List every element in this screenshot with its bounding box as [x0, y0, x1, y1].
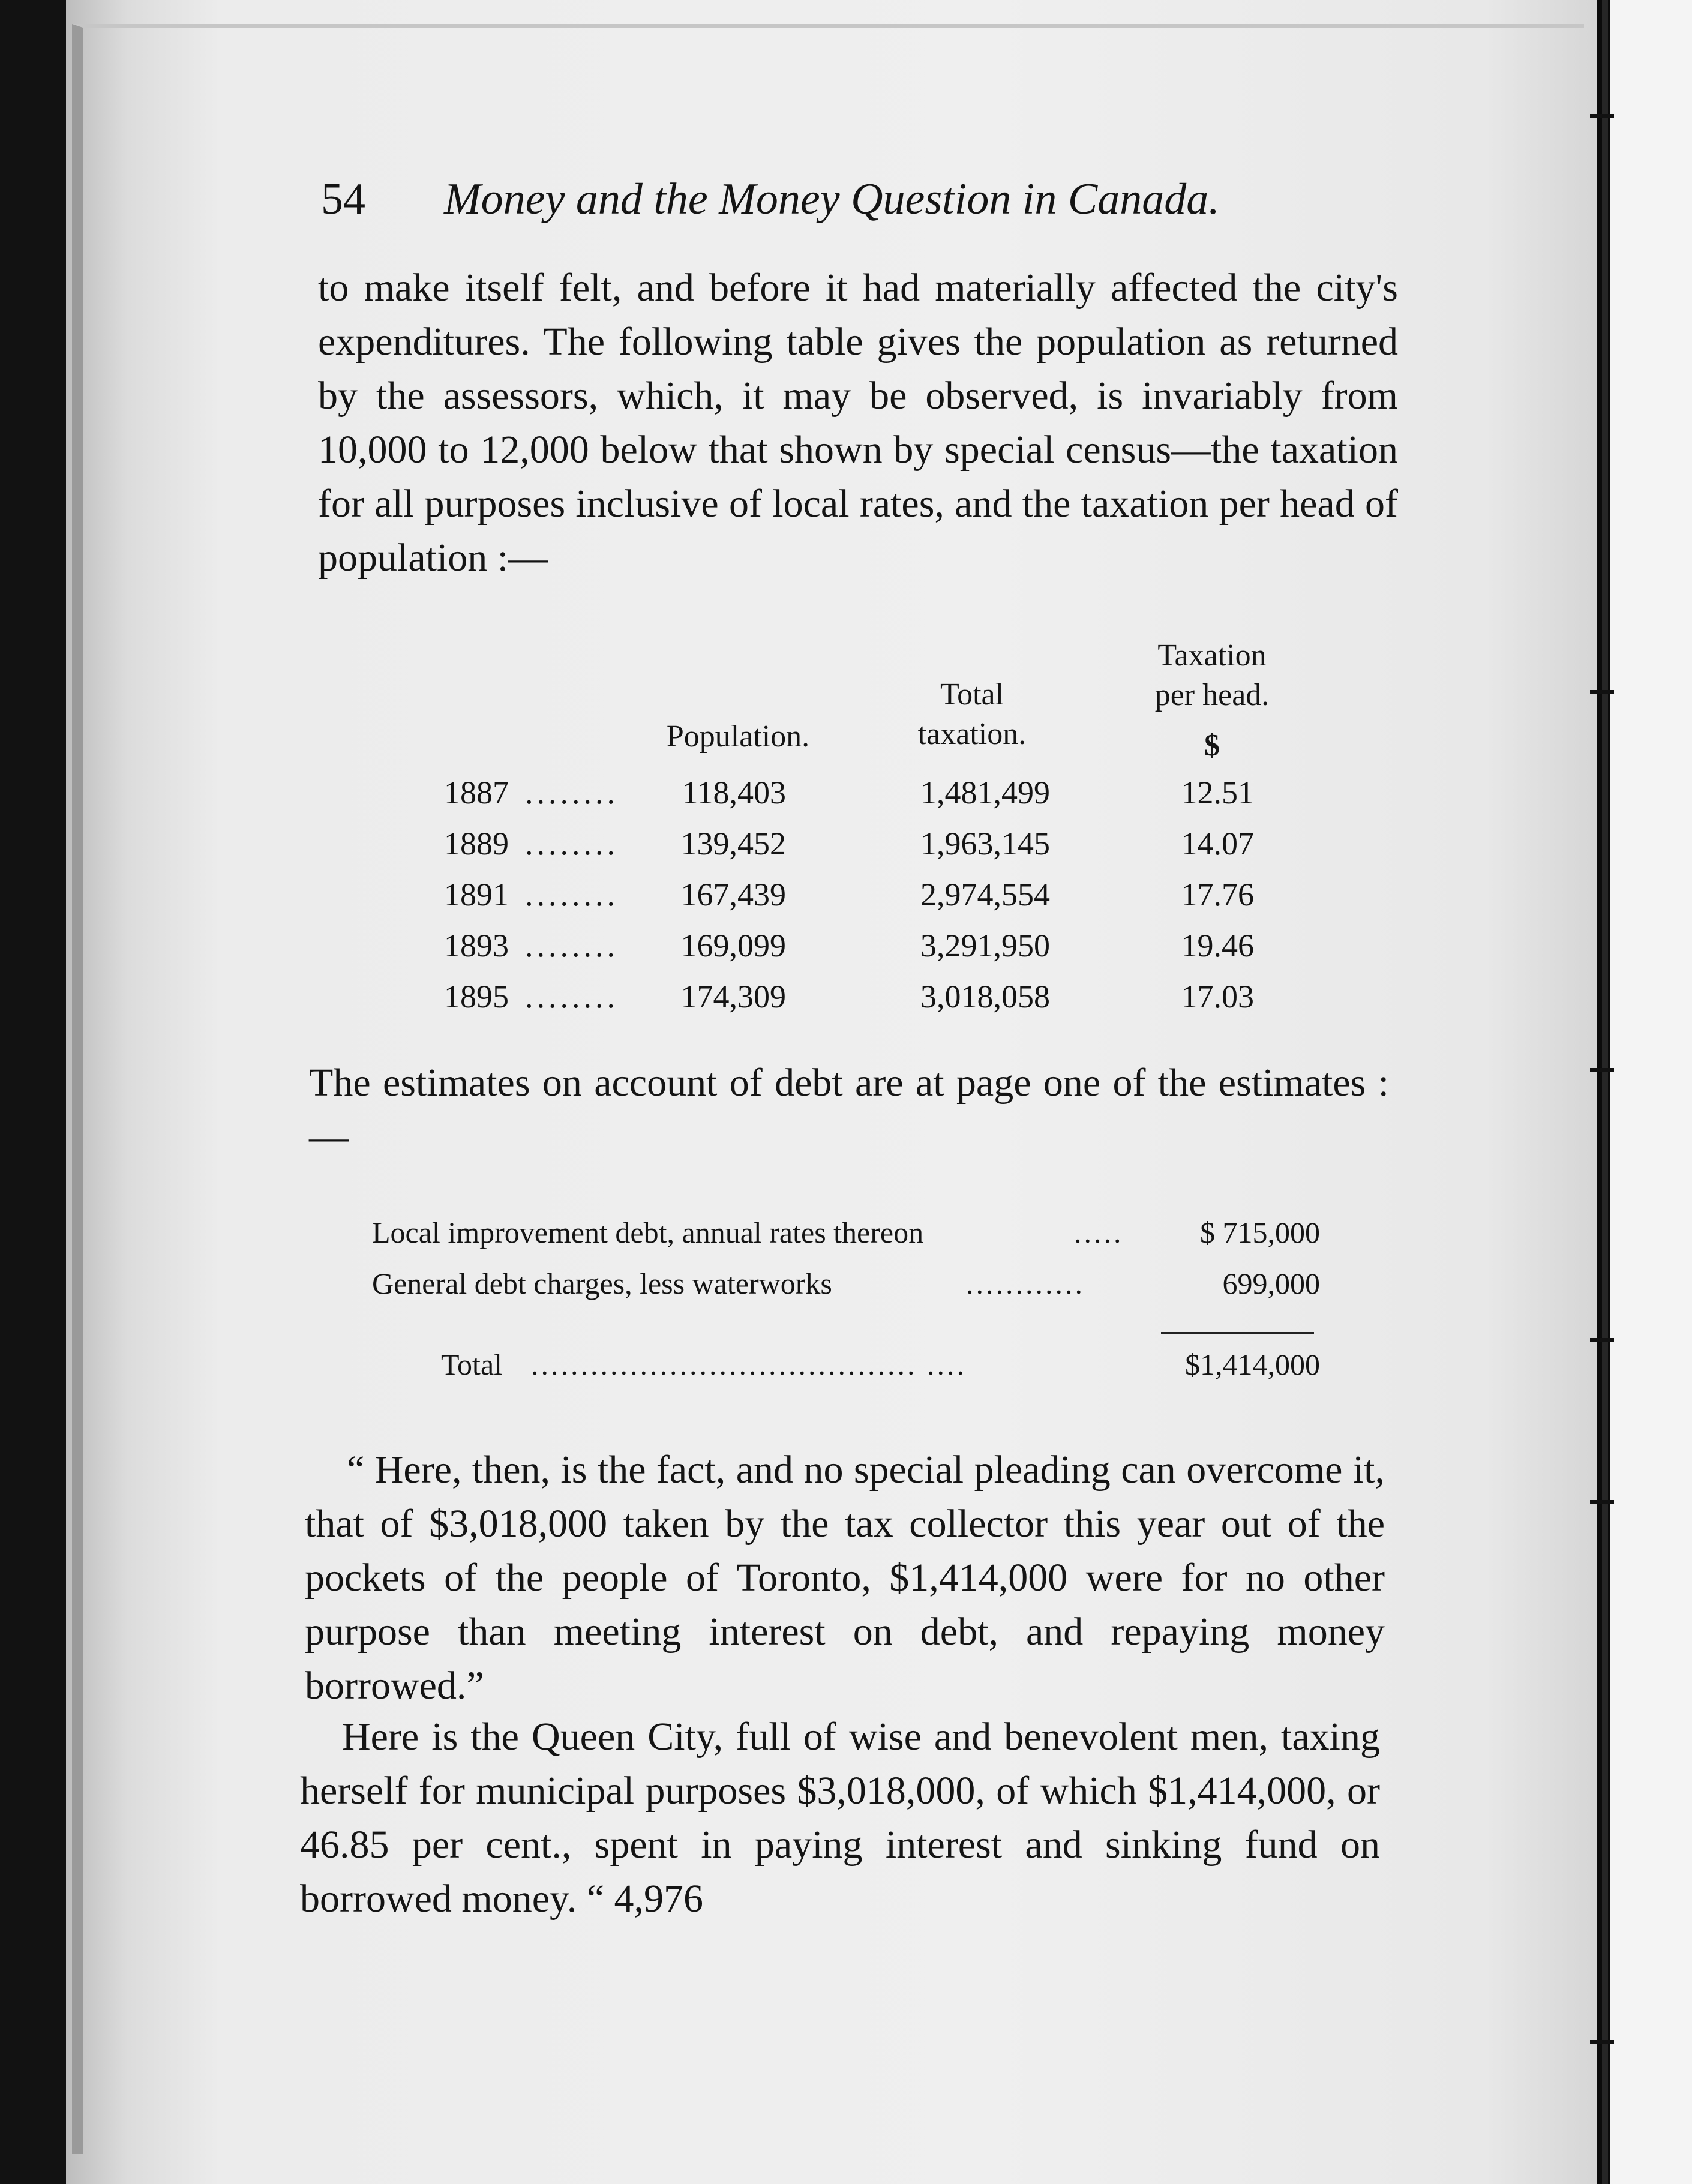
- debt-label: General debt charges, less waterworks: [372, 1267, 832, 1300]
- leader-dots: ........: [525, 775, 619, 811]
- quote-paragraph: “ Here, then, is the fact, and no special pleading can overcome it, that of $3,018,000 taken by the tax collector this year out of the pockets of the people of Toronto, $1,414,000 were for no other purpose than meeting interest on debt, and repaying money borrowed.”: [305, 1448, 1385, 1708]
- total-taxation-cell: 3,291,950: [920, 928, 1050, 964]
- total-amount: $1,414,000: [1185, 1348, 1320, 1381]
- page-number: 54: [321, 175, 365, 224]
- population-cell: 118,403: [682, 775, 786, 811]
- running-title: Money and the Money Question in Canada.: [444, 175, 1220, 224]
- sum-rule: [1161, 1332, 1314, 1334]
- total-taxation-cell: 3,018,058: [920, 979, 1050, 1015]
- per-head-cell: 19.46: [1181, 928, 1254, 964]
- binding-mark: [1590, 2040, 1614, 2044]
- total-taxation-header-line: taxation.: [917, 717, 1027, 751]
- year-cell: 1893: [444, 928, 509, 964]
- estimates-paragraph: The estimates on account of debt are at page one of the estimates :—: [309, 1061, 1389, 1159]
- debt-total-row: [372, 1347, 1320, 1389]
- population-cell: 174,309: [680, 979, 786, 1015]
- population-cell: 169,099: [680, 928, 786, 964]
- year-cell: 1889: [444, 826, 509, 862]
- total-taxation-cell: 1,481,499: [920, 775, 1050, 811]
- per-head-header-line: Taxation: [1157, 638, 1267, 673]
- leader-dots: ............: [966, 1267, 1085, 1300]
- table-row: [444, 774, 1284, 822]
- total-taxation-header: [882, 675, 1062, 754]
- binding-mark: [1590, 1068, 1614, 1072]
- per-head-cell: 12.51: [1181, 775, 1254, 811]
- per-head-cell: 14.07: [1181, 826, 1254, 862]
- binding-mark: [1590, 1338, 1614, 1342]
- leader-dots: ........: [525, 826, 619, 862]
- total-label: Total: [441, 1348, 503, 1381]
- debt-row: [372, 1266, 1320, 1308]
- leader-dots: ........: [525, 979, 619, 1015]
- debt-label: Local improvement debt, annual rates thereon: [372, 1216, 924, 1249]
- debt-row: [372, 1215, 1320, 1257]
- table-row: [444, 927, 1284, 975]
- debt-amount: $ 715,000: [1200, 1216, 1320, 1249]
- per-head-cell: 17.76: [1181, 877, 1254, 913]
- binding-mark: [1590, 690, 1614, 694]
- binding-edge: [1602, 0, 1608, 2184]
- year-cell: 1891: [444, 877, 509, 913]
- leader-dots: ....................................... ....: [531, 1348, 967, 1381]
- per-head-header-line: per head.: [1154, 678, 1270, 712]
- population-header: Population.: [666, 719, 810, 754]
- population-cell: 139,452: [680, 826, 786, 862]
- per-head-header: [1116, 636, 1308, 715]
- table-row: [444, 876, 1284, 924]
- year-cell: 1887: [444, 775, 509, 811]
- per-head-cell: 17.03: [1181, 979, 1254, 1015]
- leader-dots: .....: [1074, 1216, 1124, 1249]
- table-row: [444, 825, 1284, 873]
- binding-mark: [1590, 114, 1614, 118]
- population-cell: 167,439: [680, 877, 786, 913]
- currency-header: $: [1204, 728, 1220, 763]
- total-taxation-cell: 2,974,554: [920, 877, 1050, 913]
- leader-dots: ........: [525, 928, 619, 964]
- binding-mark: [1590, 1500, 1614, 1504]
- leader-dots: ........: [525, 877, 619, 913]
- intro-paragraph: to make itself felt, and before it had materially affected the city's expenditures. The following table gives the population as returned by the assessors, which, it may be observed, is invariably from 10,000 to 12,000 below that shown by special census—the taxation for all purposes inclusive of local rates, and the taxation per head of population :—: [318, 266, 1398, 580]
- year-cell: 1895: [444, 979, 509, 1015]
- total-taxation-cell: 1,963,145: [920, 826, 1050, 862]
- total-taxation-header-line: Total: [940, 677, 1004, 712]
- closing-paragraph: Here is the Queen City, full of wise and benevolent men, taxing herself for municipal purposes $3,018,000, of which $1,414,000, or 46.85 per cent., spent in paying interest and sinking fund on borrowed money. “ 4,976: [300, 1715, 1380, 1921]
- debt-amount: 699,000: [1222, 1267, 1320, 1300]
- adjacent-page-edge: [1610, 0, 1692, 2184]
- table-row: [444, 978, 1284, 1026]
